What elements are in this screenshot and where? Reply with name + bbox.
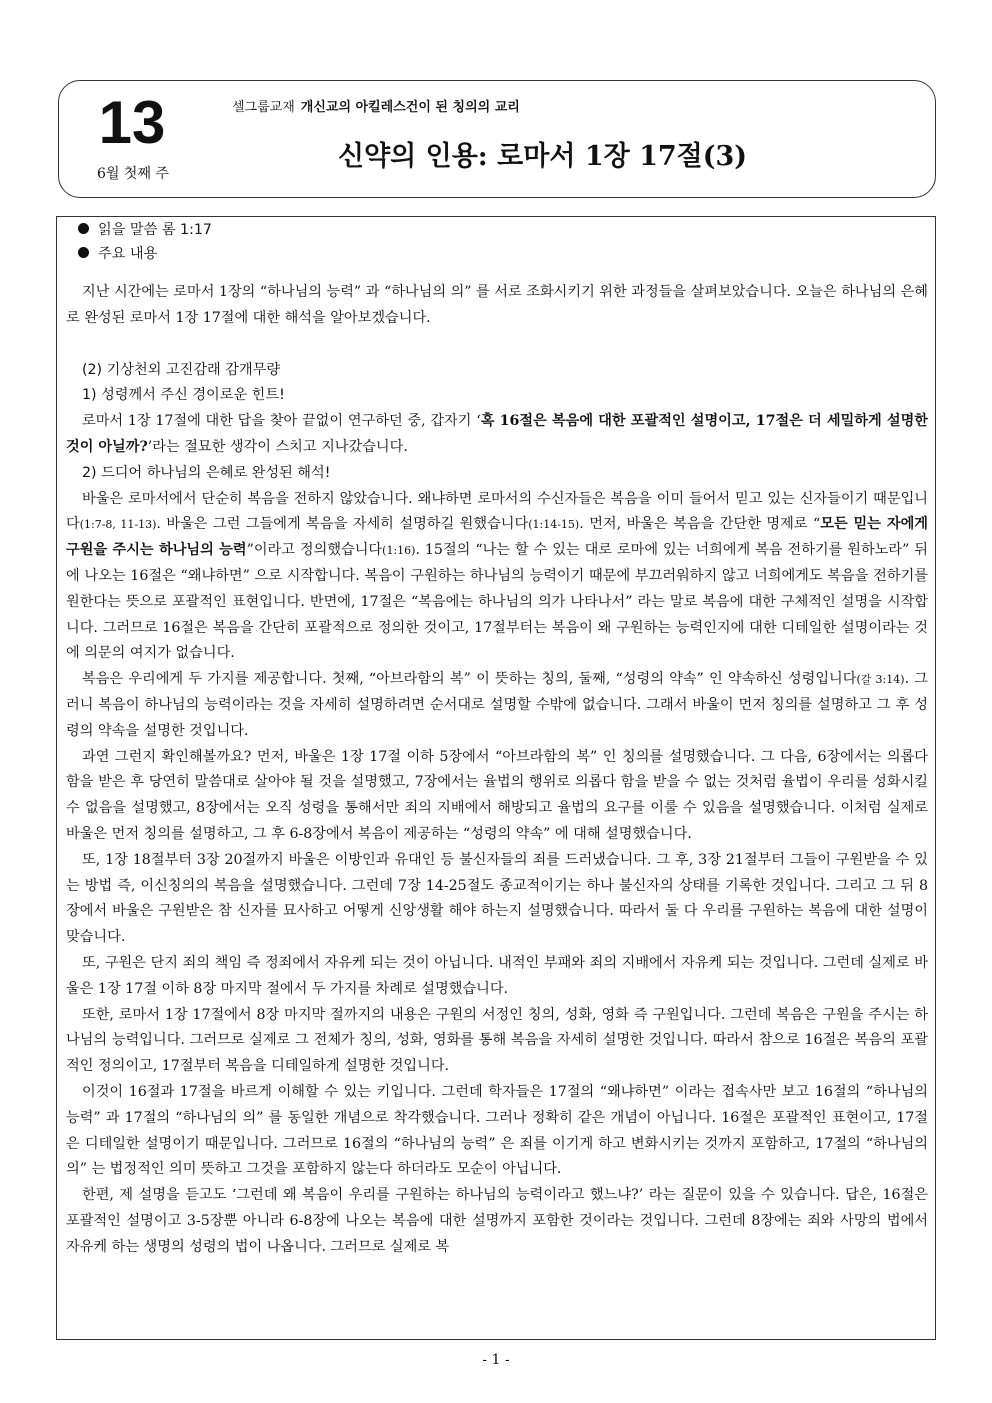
series-name: 개신교의 아킬레스건이 된 칭의의 교리: [300, 100, 520, 115]
content: [66, 218, 928, 1260]
paragraph-1: 로마서 1장 17절에 대한 답을 찾아 끝없이 연구하던 중, 갑자기 ‘혹 16절은 복음에 대한 포괄적인 설명이고, 17절은 더 세밀하게 설명한 것이 아닐까?’라는 절묘한 생각이 스치고 지나갔습니다.: [66, 413, 928, 455]
lesson-number: 13: [98, 89, 166, 156]
series-prefix: 셀그룹교재: [232, 100, 295, 115]
page-number: - 1 -: [482, 1352, 510, 1368]
paragraph-5: 또, 1장 18절부터 3장 20절까지 바울은 이방인과 유대인 등 불신자들의 죄를 드러냈습니다. 그 후, 3장 21절부터 그들이 구원받을 수 있는 방법 즉, 이신칭의의 복음을 설명했습니다. 그런데 7장 14-25절도 종교적이기는 하나 불신자의 상태를 기록한 것입니다. 그리고 그 뒤 8장에서 바울은 구원받은 참 신자를 묘사하고 어떻게 신앙생활 해야 하는지 설명했습니다. 따라서 둘 다 우리를 구원하는 복음에 대한 설명이 맞습니다.: [66, 851, 928, 946]
series-label: [232, 96, 520, 115]
paragraph-4: 과연 그런지 확인해볼까요? 먼저, 바울은 1장 17절 이하 5장에서 “아브라함의 복” 인 칭의를 설명했습니다. 그 다음, 6장에서는 의롭다 함을 받은 후 당연히 말씀대로 살아야 될 것을 설명했고, 7장에서는 율법의 행위로 의롭다 함을 받을 수 없는 것처럼 율법이 우리를 성화시킬 수 없음을 설명했고, 8장에서는 오직 성령을 통해서만 죄의 지배에서 해방되고 율법의 요구를 이룰 수 있음을 설명했습니다. 이처럼 실제로 바울은 먼저 칭의를 설명하고, 그 후 6-8장에서 복음이 제공하는 “성령의 약속” 에 대해 설명했습니다.: [66, 748, 928, 842]
page-title: 신약의 인용: 로마서 1장 17절(3): [338, 141, 748, 172]
subheading-2: 2) 드디어 하나님의 은혜로 완성된 해석!: [82, 464, 331, 481]
bullet-dot-icon: [78, 223, 89, 234]
intro-paragraph: 지난 시간에는 로마서 1장의 “하나님의 능력” 과 “하나님의 의” 를 서로 조화시키기 위한 과정들을 살펴보았습니다. 오늘은 하나님의 은혜로 완성된 로마서 1장 17절에 대한 해석을 알아보겠습니다.: [66, 284, 928, 326]
paragraph-8: 이것이 16절과 17절을 바르게 이해할 수 있는 키입니다. 그런데 학자들은 17절의 “왜냐하면” 이라는 접속사만 보고 16절의 “하나님의 능력” 과 17절의 “하나님의 의” 를 동일한 개념으로 착각했습니다. 그러나 정확히 같은 개념이 아닙니다. 16절은 포괄적인 표현이고, 17절은 디테일한 설명이기 때문입니다. 그러므로 16절의 “하나님의 능력” 은 죄를 이기게 하고 변화시키는 것까지 포함하고, 17절의 “하나님의 의” 는 법정적인 의미 뜻하고 그것을 포함하지 않는다 하더라도 모순이 아닙니다.: [66, 1083, 928, 1178]
bullet-reading: 읽을 말씀 롬 1:17: [78, 218, 928, 242]
paragraph-2: 바울은 로마서에서 단순히 복음을 전하지 않았습니다. 왜냐하면 로마서의 수신자들은 복음을 이미 들어서 믿고 있는 신자들이기 때문입니다(1:7-8, 11-13). 바울은 그런 그들에게 복음을 자세히 설명하길 원했습니다(1:14-15). 먼저, 바울은 복음을 간단한 명제로 “모든 믿는 자에게 구원을 주시는 하나님의 능력”이라고 정의했습니다(1:16). 15절의 “나는 할 수 있는 대로 로마에 있는 너희에게 복음 전하기를 원하노라” 뒤에 나오는 16절은 “왜냐하면” 으로 시작합니다. 복음이 구원하는 하나님의 능력이기 때문에 부끄러워하지 않고 너희에게도 복음을 전하기를 원한다는 뜻으로 포괄적인 표현입니다. 반면에, 17절은 “복음에는 하나님의 의가 나타나서” 라는 말로 복음에 대한 구체적인 설명을 시작합니다. 그러므로 16절은 복음을 간단히 포괄적으로 정의한 것이고, 17절부터는 복음이 왜 구원하는 능력인지에 대한 디테일한 설명이라는 것에 의문의 여지가 없습니다.: [66, 490, 928, 662]
section-heading: (2) 기상천외 고진감래 감개무량: [82, 361, 281, 378]
paragraph-3: 복음은 우리에게 두 가지를 제공합니다. 첫째, “아브라함의 복” 이 뜻하는 칭의, 둘째, “성령의 약속” 인 약속하신 성령입니다(갈 3:14). 그러니 복음이 하나님의 능력이라는 것을 자세히 설명하려면 순서대로 설명할 수밖에 없습니다. 그래서 바울이 먼저 칭의를 설명하고 그 후 성령의 약속을 설명한 것입니다.: [66, 671, 928, 739]
paragraph-7: 또한, 로마서 1장 17절에서 8장 마지막 절까지의 내용은 구원의 서정인 칭의, 성화, 영화 즉 구원입니다. 그런데 복음은 구원을 주시는 하나님의 능력입니다. 그러므로 실제로 그 전체가 칭의, 성화, 영화를 통해 복음을 자세히 설명한 것입니다. 따라서 참으로 16절은 복음의 포괄적인 정의이고, 17절부터 복음을 디테일하게 설명한 것입니다.: [66, 1006, 928, 1075]
bullet-summary: 주요 내용: [78, 242, 928, 266]
bullet-dot-icon: [78, 247, 89, 258]
paragraph-6: 또, 구원은 단지 죄의 책임 즉 정죄에서 자유케 되는 것이 아닙니다. 내적인 부패와 죄의 지배에서 자유케 되는 것입니다. 그런데 실제로 바울은 1장 17절 이하 8장 마지막 절에서 두 가지를 차례로 설명했습니다.: [66, 954, 928, 997]
paragraph-9: 한편, 제 설명을 듣고도 ‘그런데 왜 복음이 우리를 구원하는 하나님의 능력이라고 했느냐?’ 라는 질문이 있을 수 있습니다. 답은, 16절은 포괄적인 설명이고 3-5장뿐 아니라 6-8장에 나오는 복음에 대한 설명까지 포함한 것이라는 것입니다. 그런데 8장에는 죄와 사망의 법에서 자유케 하는 생명의 성령의 법이 나옵니다. 그러므로 실제로 복: [66, 1187, 928, 1255]
subheading-1: 1) 성령께서 주신 경이로운 힌트!: [82, 387, 285, 404]
week-label: 6월 첫째 주: [97, 166, 169, 182]
